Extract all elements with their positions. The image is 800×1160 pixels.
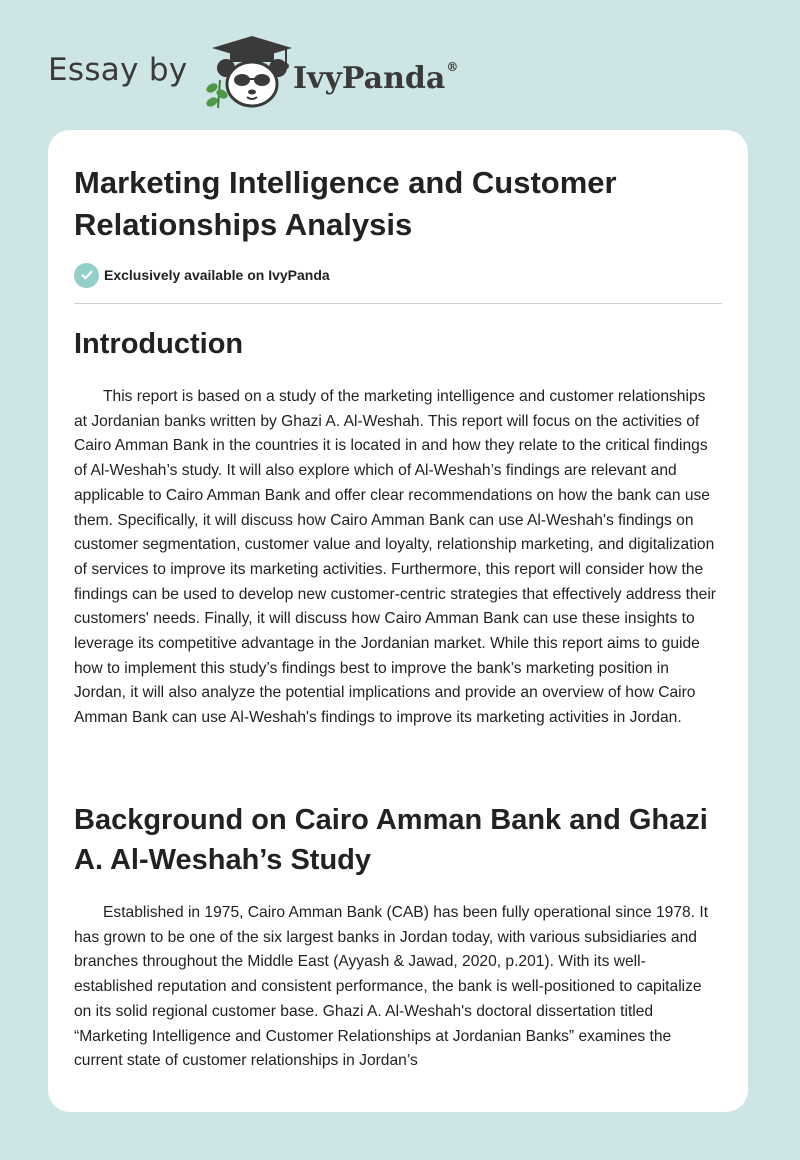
- divider: [74, 303, 722, 304]
- exclusive-badge-text: Exclusively available on IvyPanda: [104, 267, 330, 283]
- site-header: [0, 0, 800, 130]
- section-paragraph-background: Established in 1975, Cairo Amman Bank (CAB) has been fully operational since 1978. It has grown to be one of the six largest banks in Jordan today, with various subsidiaries and branches throughout the Middle East (Ayyash & Jawad, 2020, p.201). With its well-established reputation and consistent performance, the bank is well-positioned to capitalize on its solid regional customer base. Ghazi A. Al-Weshah's doctoral dissertation titled “Marketing Intelligence and Customer Relationships at Jordanian Banks” examines the current state of customer relationships in Jordan’s: [74, 904, 709, 1070]
- registered-mark: ®: [446, 60, 459, 74]
- exclusive-badge: [74, 262, 330, 288]
- check-circle-icon: [74, 263, 99, 288]
- panda-graduate-logo-icon[interactable]: [200, 32, 300, 110]
- section-heading-introduction: Introduction: [74, 328, 244, 360]
- article-title: Marketing Intelligence and Customer Relationships Analysis: [74, 165, 617, 242]
- article-card: [48, 130, 748, 1112]
- brand-name-text: IvyPanda: [293, 61, 446, 96]
- section-heading-background: Background on Cairo Amman Bank and Ghazi A. Al-Weshah’s Study: [74, 804, 708, 876]
- brand-prefix: Essay by: [48, 52, 188, 88]
- brand-name[interactable]: [293, 53, 458, 99]
- section-paragraph-introduction: This report is based on a study of the marketing intelligence and customer relationships at Jordanian banks written by Ghazi A. Al-Weshah. This report will focus on the activities of Cairo Amman Bank in the countries it is located in and how they relate to the critical findings of Al-Weshah’s study. It will also explore which of Al-Weshah’s findings are relevant and applicable to Cairo Amman Bank and offer clear recommendations on how the bank can use them. Specifically, it will discuss how Cairo Amman Bank can use Al-Weshah's findings on customer segmentation, customer value and loyalty, relationship marketing, and digitalization of services to improve its marketing activities. Furthermore, this report will consider how the findings can be used to develop new customer-centric strategies that effectively address their customers' needs. Finally, it will discuss how Cairo Amman Bank can use these insights to leverage its competitive advantage in the Jordanian market. While this report aims to guide how to implement this study’s findings best to improve the bank’s marketing position in Jordan, it will also analyze the potential implications and provide an overview of how Cairo Amman Bank can use Al-Weshah's findings to improve its marketing activities in Jordan.: [74, 388, 717, 727]
